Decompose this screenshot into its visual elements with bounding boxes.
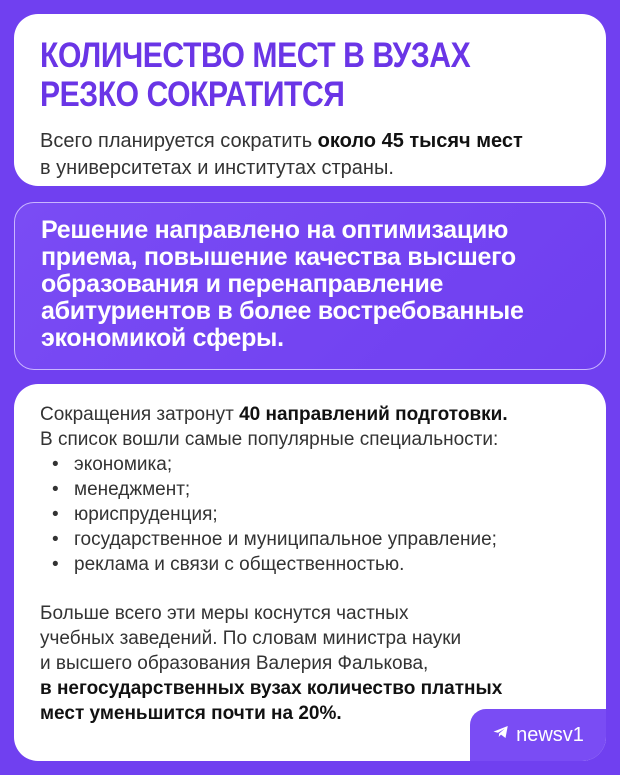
details-p2-bold1-text: в негосударственных вузах количество платных: [40, 678, 503, 699]
list-item: [40, 452, 586, 477]
intro-bold: около 45 тысяч мест: [317, 130, 523, 152]
list-item: [40, 527, 586, 552]
details-p2-line1: Больше всего эти меры коснутся частных: [40, 603, 409, 624]
highlight-line5: экономикой сферы.: [41, 324, 284, 352]
highlight-line2: приема, повышение качества высшего: [41, 243, 516, 271]
list-item: [40, 502, 586, 527]
bullet-icon: •: [52, 529, 59, 550]
headline-title: [40, 36, 590, 114]
list-item-label: государственное и муниципальное управление;: [74, 529, 497, 550]
intro-text: [40, 128, 582, 182]
headline-title-line1: КОЛИЧЕСТВО МЕСТ В ВУЗАХ: [40, 36, 471, 75]
bullet-icon: •: [52, 504, 59, 525]
bullet-icon: •: [52, 454, 59, 475]
details-p1-bold: 40 направлений подготовки.: [239, 404, 508, 425]
list-item-label: реклама и связи с общественностью.: [74, 554, 405, 575]
list-item-label: экономика;: [74, 454, 173, 475]
intro-text-part2: в университетах и институтах страны.: [40, 157, 394, 179]
list-item-label: менеджмент;: [74, 479, 191, 500]
brand-logo: [470, 709, 606, 761]
details-p2-bold2-text: мест уменьшится почти на 20%.: [40, 703, 342, 724]
highlight-line4: абитуриентов в более востребованные: [41, 297, 524, 325]
intro-text-part1: Всего планируется сократить: [40, 130, 318, 152]
list-item: [40, 552, 586, 577]
specialties-list: [40, 452, 586, 577]
details-p1-line2: В список вошли самые популярные специальности:: [40, 429, 499, 450]
highlight-card: [14, 202, 606, 370]
headline-title-line2: РЕЗКО СОКРАТИТСЯ: [40, 75, 345, 114]
telegram-plane-icon: [492, 723, 510, 747]
details-p1-text: Сокращения затронут: [40, 404, 240, 425]
headline-card: [14, 14, 606, 186]
bullet-icon: •: [52, 554, 59, 575]
brand-name: newsv1: [516, 723, 584, 746]
details-paragraph-1: [40, 402, 586, 452]
list-item: [40, 477, 586, 502]
bullet-icon: •: [52, 479, 59, 500]
list-item-label: юриспруденция;: [74, 504, 218, 525]
details-p2-line3: и высшего образования Валерия Фалькова,: [40, 653, 429, 674]
details-paragraph-2: [40, 601, 586, 726]
details-p2-bold1: [40, 676, 586, 701]
highlight-text: [41, 217, 585, 352]
highlight-line1: Решение направлено на оптимизацию: [41, 216, 509, 244]
details-card: [14, 384, 606, 761]
highlight-line3: образования и перенаправление: [41, 270, 444, 298]
details-p2-line2: учебных заведений. По словам министра науки: [40, 628, 462, 649]
